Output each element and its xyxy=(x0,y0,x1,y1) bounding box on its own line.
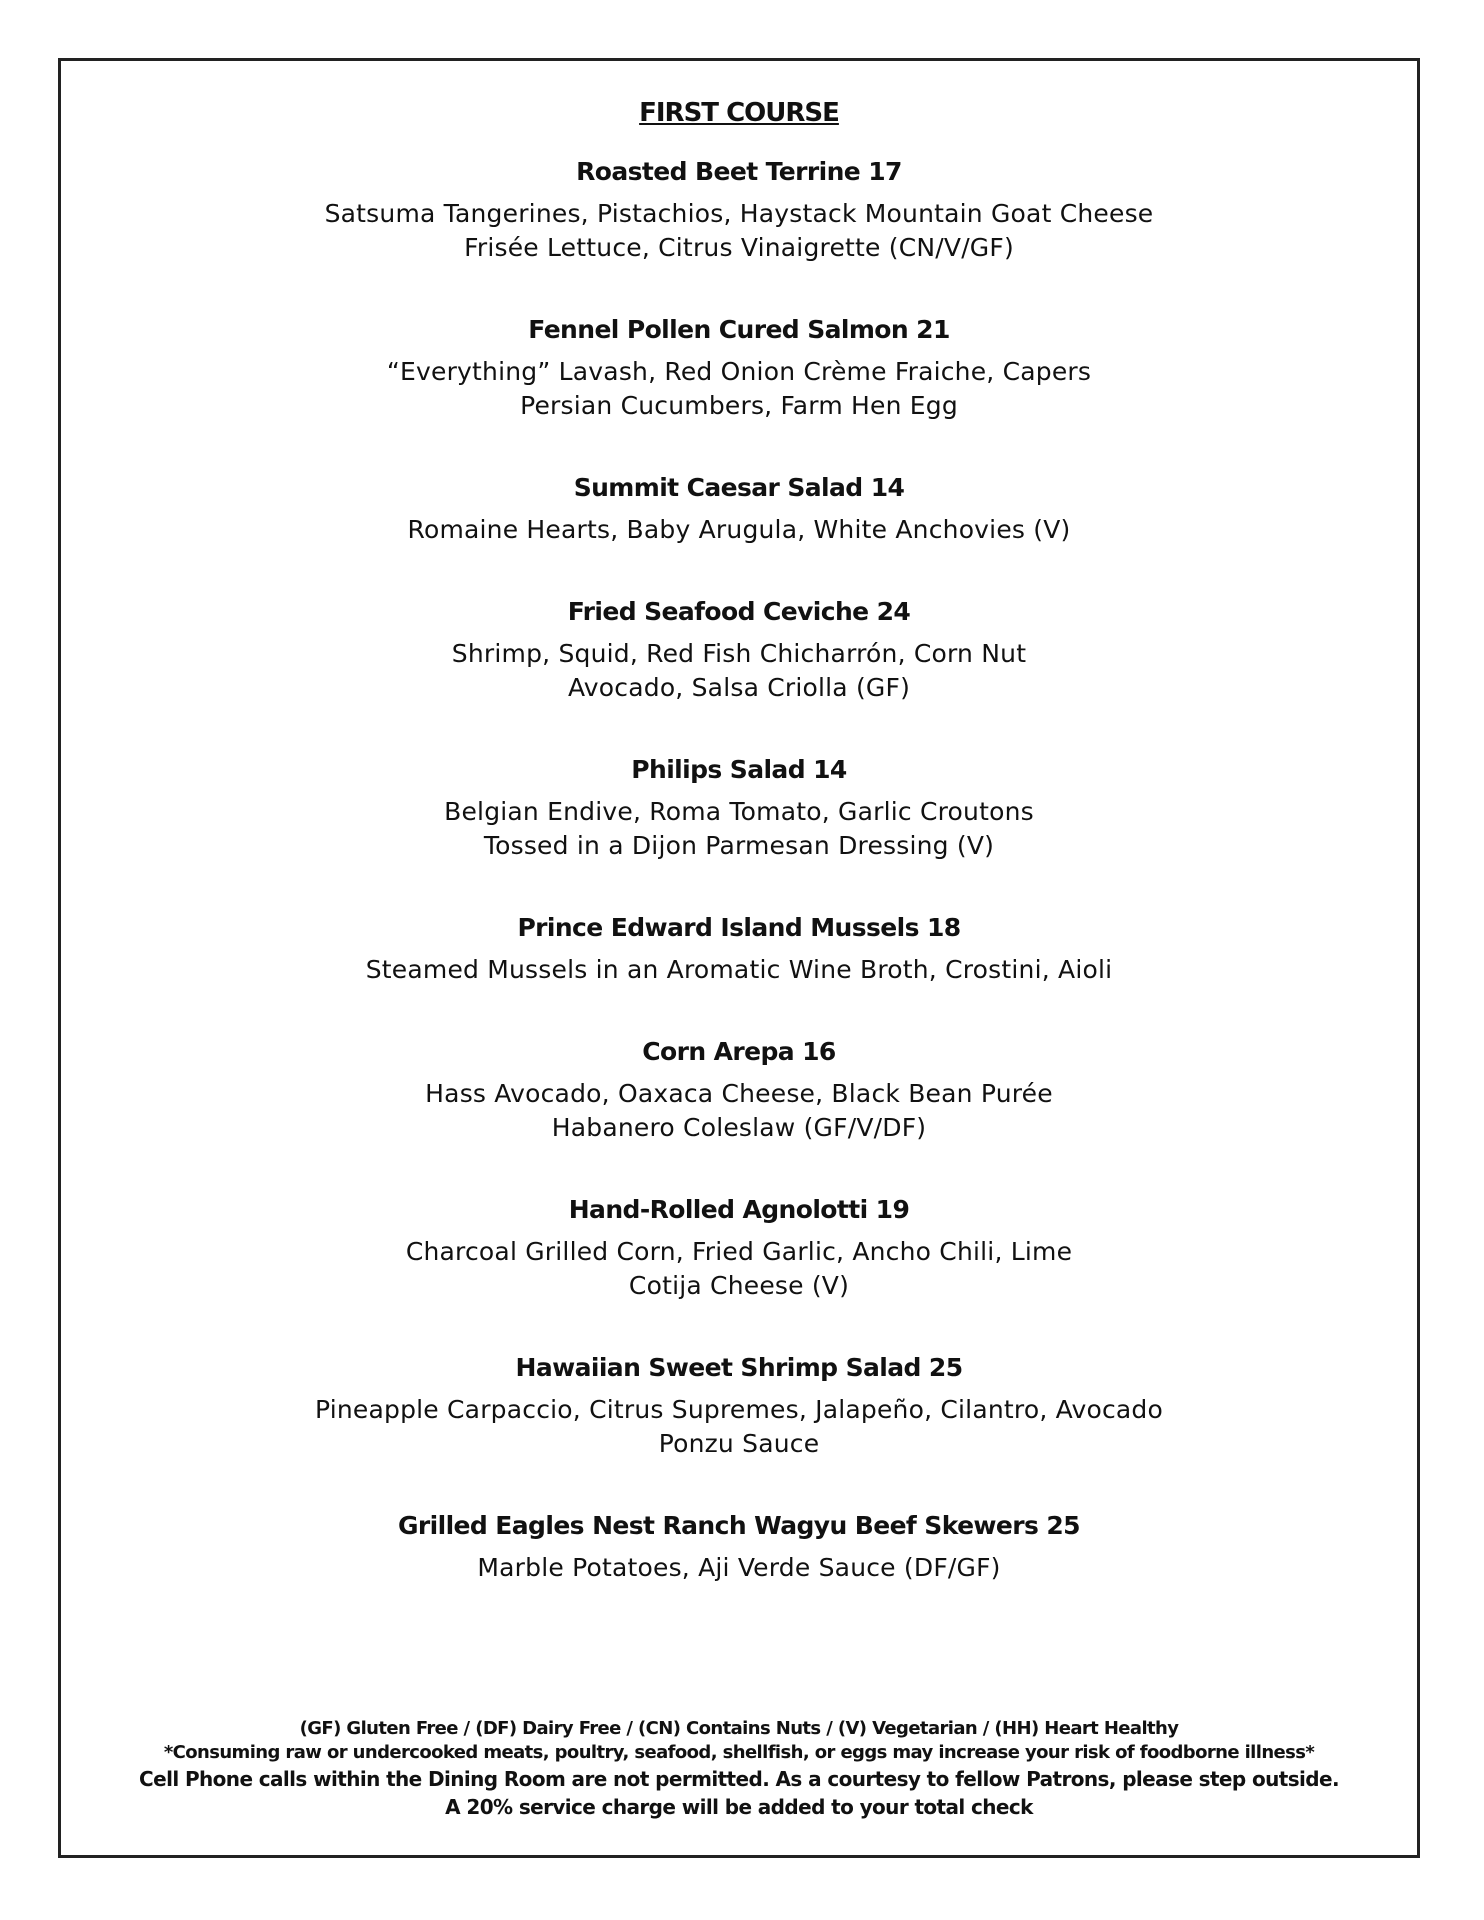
dietary-legend: (GF) Gluten Free / (DF) Dairy Free / (CN) Contains Nuts / (V) Vegetarian / (HH) Heart Healthy xyxy=(299,1718,1179,1739)
menu-border xyxy=(58,58,1420,1858)
menu-items xyxy=(61,155,1417,1585)
menu-item-description: Shrimp, Squid, Red Fish Chicharrón, Corn Nut xyxy=(451,639,1027,668)
menu-item-description: “Everything” Lavash, Red Onion Crème Fraiche, Capers xyxy=(386,357,1092,386)
menu-item xyxy=(61,1193,1417,1303)
menu-item-name: Roasted Beet Terrine 17 xyxy=(576,157,902,186)
menu-item-description: Belgian Endive, Roma Tomato, Garlic Croutons xyxy=(444,797,1034,826)
menu-item xyxy=(61,155,1417,265)
menu-item xyxy=(61,911,1417,987)
menu-item-description: Persian Cucumbers, Farm Hen Egg xyxy=(520,391,958,420)
menu-item-description: Romaine Hearts, Baby Arugula, White Anchovies (V) xyxy=(407,515,1071,544)
menu-item-name: Fried Seafood Ceviche 24 xyxy=(567,597,911,626)
menu-item-name: Summit Caesar Salad 14 xyxy=(573,473,905,502)
menu-item xyxy=(61,1351,1417,1461)
menu-item-name: Philips Salad 14 xyxy=(631,755,847,784)
menu-footer xyxy=(61,1717,1417,1821)
menu-item-description: Habanero Coleslaw (GF/V/DF) xyxy=(551,1113,927,1142)
foodborne-warning: *Consuming raw or undercooked meats, poultry, seafood, shellfish, or eggs may increase your risk of foodborne illness* xyxy=(163,1742,1315,1763)
menu-item-name: Hand-Rolled Agnolotti 19 xyxy=(568,1195,910,1224)
menu-item-name: Grilled Eagles Nest Ranch Wagyu Beef Skewers 25 xyxy=(398,1511,1080,1540)
menu-item xyxy=(61,471,1417,547)
menu-item-description: Steamed Mussels in an Aromatic Wine Broth, Crostini, Aioli xyxy=(365,955,1113,984)
menu-item-name: Hawaiian Sweet Shrimp Salad 25 xyxy=(515,1353,963,1382)
menu-item-description: Hass Avocado, Oaxaca Cheese, Black Bean Purée xyxy=(425,1079,1053,1108)
menu-item xyxy=(61,1509,1417,1585)
menu-item-description: Ponzu Sauce xyxy=(658,1429,820,1458)
menu-item xyxy=(61,753,1417,863)
menu-item-name: Prince Edward Island Mussels 18 xyxy=(517,913,961,942)
service-charge-notice: A 20% service charge will be added to your total check xyxy=(445,1795,1033,1819)
menu-item-description: Avocado, Salsa Criolla (GF) xyxy=(567,673,911,702)
menu-item xyxy=(61,1035,1417,1145)
course-title: FIRST COURSE xyxy=(639,98,839,128)
menu-item xyxy=(61,313,1417,423)
menu-item xyxy=(61,595,1417,705)
menu-item-description: Frisée Lettuce, Citrus Vinaigrette (CN/V/GF) xyxy=(464,233,1014,262)
menu-item-description: Charcoal Grilled Corn, Fried Garlic, Ancho Chili, Lime xyxy=(405,1237,1073,1266)
menu-item-name: Corn Arepa 16 xyxy=(642,1037,836,1066)
menu-item-description: Marble Potatoes, Aji Verde Sauce (DF/GF) xyxy=(477,1553,1001,1582)
menu-item-description: Tossed in a Dijon Parmesan Dressing (V) xyxy=(483,831,995,860)
menu-item-description: Satsuma Tangerines, Pistachios, Haystack Mountain Goat Cheese xyxy=(324,199,1154,228)
menu-item-description: Pineapple Carpaccio, Citrus Supremes, Jalapeño, Cilantro, Avocado xyxy=(315,1395,1163,1424)
menu-content xyxy=(61,61,1417,1633)
menu-item-name: Fennel Pollen Cured Salmon 21 xyxy=(528,315,950,344)
cell-phone-notice: Cell Phone calls within the Dining Room are not permitted. As a courtesy to fellow Patrons, please step outside. xyxy=(139,1767,1339,1791)
menu-item-description: Cotija Cheese (V) xyxy=(628,1271,850,1300)
